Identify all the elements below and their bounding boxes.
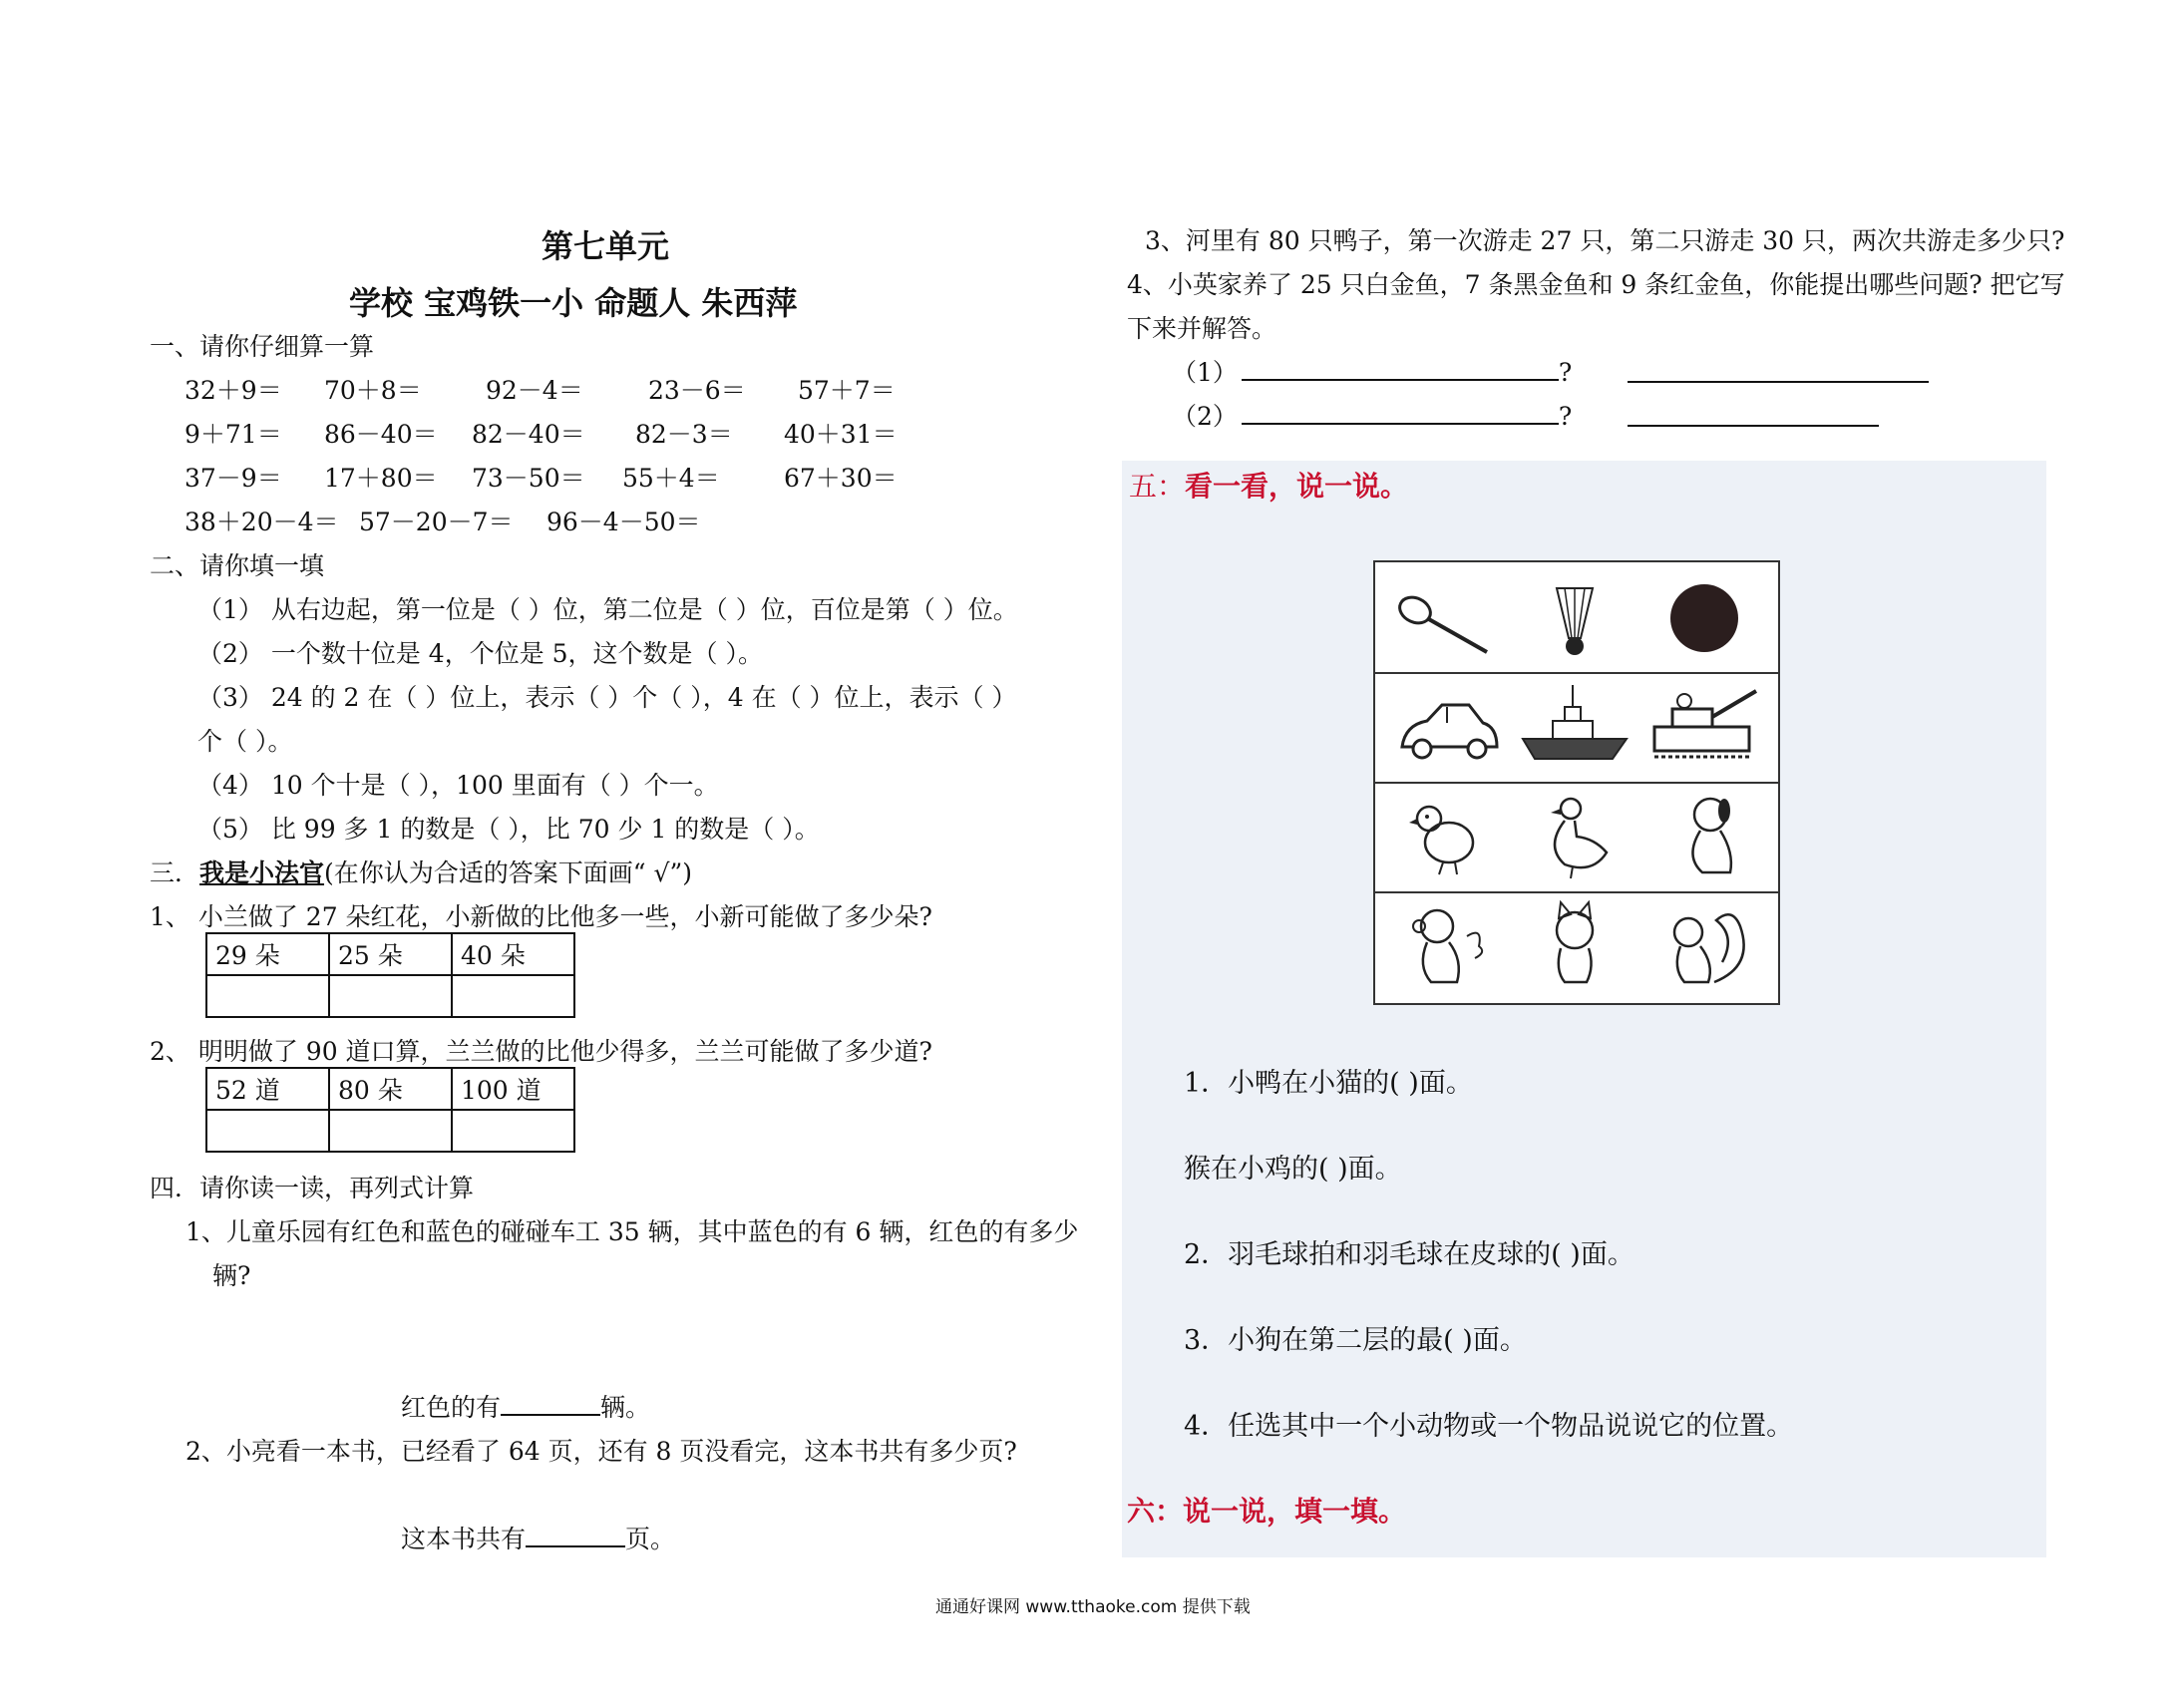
question-blank[interactable]	[1242, 397, 1559, 425]
section6-heading: 六：说一说，填一填。	[1127, 1495, 1407, 1528]
chick-icon	[1387, 787, 1507, 886]
word-problem-1-line2: 辆?	[212, 1261, 251, 1290]
choice-option: 100 道	[452, 1068, 574, 1110]
duckling-icon	[1515, 787, 1634, 886]
calc-item: 23－6＝	[648, 376, 746, 405]
choice-option: 40 朵	[452, 933, 574, 975]
answer-cell[interactable]	[329, 975, 452, 1017]
answer-blank[interactable]	[1628, 399, 1879, 427]
section3-prefix: 三．	[150, 858, 200, 887]
fill-item: （1） 从右边起，第一位是（ ）位，第二位是（ ）位，百位是第（ ）位。	[197, 595, 1018, 624]
word-problem-2: 2、小亮看一本书，已经看了 64 页，还有 8 页没看完，这本书共有多少页?	[185, 1437, 1017, 1466]
answer-blank[interactable]	[526, 1520, 625, 1547]
answer-cell[interactable]	[329, 1110, 452, 1152]
section1-heading: 一、请你仔细算一算	[150, 332, 375, 361]
section5-heading	[1129, 465, 1408, 505]
answer-prefix: 这本书共有	[401, 1525, 527, 1553]
calc-item: 57＋7＝	[798, 376, 896, 405]
fill-item: （3） 24 的 2 在（ ）位上，表示（ ）个（ ），4 在（ ）位上，表示（ ）	[197, 683, 1017, 712]
calc-item: 67＋30＝	[784, 464, 898, 493]
position-question: 猴在小鸡的( )面。	[1184, 1154, 1402, 1185]
puppy-icon	[1644, 787, 1764, 886]
section2-heading: 二、请你填一填	[150, 551, 325, 580]
fill-item: （4） 10 个十是（ ），100 里面有（ ）个一。	[197, 771, 719, 800]
squirrel-icon	[1644, 896, 1764, 996]
position-question: 4．任选其中一个小动物或一个物品说说它的位置。	[1184, 1411, 1794, 1442]
answer-line-1	[401, 1388, 650, 1424]
calc-item: 82－3＝	[635, 420, 733, 449]
calc-item: 9＋71＝	[184, 420, 282, 449]
answer-suffix: 辆。	[600, 1393, 651, 1422]
calc-item: 92－4＝	[486, 376, 583, 405]
grid-row-vehicles	[1375, 672, 1778, 784]
calc-item: 38＋20－4＝	[184, 508, 339, 536]
question-mark: ?	[1558, 402, 1573, 431]
calc-item: 73－50＝	[472, 464, 585, 493]
footer-credit: 通通好课网 www.tthaoke.com 提供下载	[935, 1597, 1251, 1617]
tank-icon	[1644, 677, 1764, 777]
choice-table-2	[205, 1067, 575, 1153]
choice-option: 29 朵	[206, 933, 329, 975]
answer-prefix: 红色的有	[401, 1393, 502, 1422]
section3-note: (在你认为合适的答案下面画“ √”)	[324, 858, 692, 887]
calc-item: 37－9＝	[184, 464, 282, 493]
question-mark: ?	[1558, 358, 1573, 387]
word-problem-4-line2: 下来并解答。	[1127, 314, 1277, 343]
answer-cell[interactable]	[452, 1110, 574, 1152]
calc-item: 55＋4＝	[622, 464, 720, 493]
word-problem-4-line1: 4、小英家养了 25 只白金鱼，7 条黑金鱼和 9 条红金鱼，你能提出哪些问题? 把它写	[1127, 270, 2065, 299]
grid-row-birds	[1375, 782, 1778, 893]
section5-prefix: 五：	[1129, 470, 1186, 503]
school-line: 学校 宝鸡铁一小 命题人 朱西萍	[349, 284, 798, 322]
section4-heading: 四．请你读一读，再列式计算	[150, 1174, 475, 1202]
unit-title: 第七单元	[542, 227, 670, 265]
picture-grid	[1373, 560, 1780, 1005]
section3-title: 我是小法官	[199, 858, 325, 887]
answer-blank[interactable]	[501, 1388, 600, 1416]
blank-label: （1）	[1172, 358, 1238, 387]
position-question: 1．小鸭在小猫的( )面。	[1184, 1068, 1473, 1099]
monkey-icon	[1387, 896, 1507, 996]
word-problem-1-line1: 1、儿童乐园有红色和蓝色的碰碰车工 35 辆，其中蓝色的有 6 辆，红色的有多少	[185, 1217, 1079, 1246]
answer-line-2	[401, 1520, 675, 1555]
calc-item: 32＋9＝	[184, 376, 282, 405]
ship-icon	[1515, 677, 1634, 777]
choice-option: 80 朵	[329, 1068, 452, 1110]
question-blank[interactable]	[1242, 353, 1559, 381]
judge-question-1: 1、 小兰做了 27 朵红花，小新做的比他多一些，小新可能做了多少朵?	[150, 902, 932, 931]
question-blank-row-2	[1172, 397, 1572, 433]
car-icon	[1387, 677, 1507, 777]
answer-cell[interactable]	[206, 975, 329, 1017]
fill-item: 个（ ）。	[197, 727, 293, 756]
calc-item: 57－20－7＝	[359, 508, 514, 536]
section5-title: 看一看，说一说。	[1185, 470, 1409, 503]
judge-question-2: 2、 明明做了 90 道口算，兰兰做的比他少得多，兰兰可能做了多少道?	[150, 1037, 932, 1066]
calc-item: 82－40＝	[472, 420, 585, 449]
word-problem-3: 3、河里有 80 只鸭子，第一次游走 27 只，第二只游走 30 只，两次共游走多少只?	[1145, 226, 2065, 255]
section3-heading	[150, 854, 692, 889]
calc-item: 96－4－50＝	[546, 508, 701, 536]
badminton-racket-icon	[1387, 570, 1507, 670]
position-question: 3．小狗在第二层的最( )面。	[1184, 1325, 1527, 1356]
calc-item: 70＋8＝	[324, 376, 422, 405]
calc-item: 40＋31＝	[784, 420, 898, 449]
answer-blank[interactable]	[1628, 355, 1929, 383]
grid-row-sports	[1375, 562, 1778, 674]
ball-icon	[1644, 570, 1764, 670]
choice-option: 52 道	[206, 1068, 329, 1110]
fill-item: （2） 一个数十位是 4，个位是 5，这个数是（ ）。	[197, 639, 764, 668]
question-blank-row-1	[1172, 353, 1572, 389]
calc-item: 17＋80＝	[324, 464, 438, 493]
choice-table-1	[205, 932, 575, 1018]
fill-item: （5） 比 99 多 1 的数是（ ），比 70 少 1 的数是（ ）。	[197, 815, 820, 844]
grid-row-animals	[1375, 891, 1778, 1001]
calc-item: 86－40＝	[324, 420, 438, 449]
answer-suffix: 页。	[625, 1525, 676, 1553]
shuttlecock-icon	[1515, 570, 1634, 670]
position-question: 2．羽毛球拍和羽毛球在皮球的( )面。	[1184, 1239, 1634, 1270]
choice-option: 25 朵	[329, 933, 452, 975]
blank-label: （2）	[1172, 402, 1238, 431]
kitten-icon	[1515, 896, 1634, 996]
answer-cell[interactable]	[452, 975, 574, 1017]
answer-cell[interactable]	[206, 1110, 329, 1152]
